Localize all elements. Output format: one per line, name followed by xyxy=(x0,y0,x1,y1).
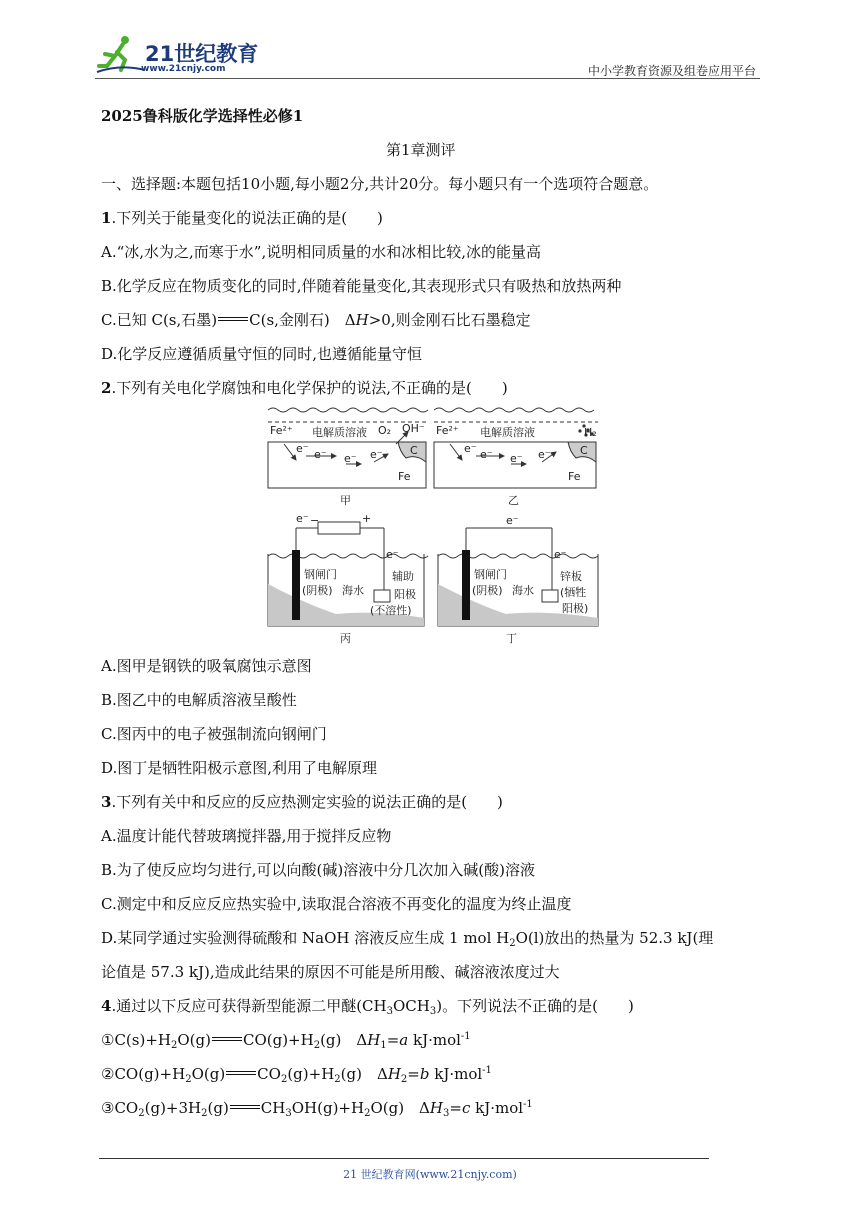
subscript: 2 xyxy=(201,1108,208,1119)
superscript: -1 xyxy=(482,1065,492,1076)
formula-text: CO(g)+H xyxy=(242,1031,314,1049)
q3-option-b: B.为了使反应均匀进行,可以向酸(碱)溶液中分几次加入碱(酸)溶液 xyxy=(101,861,535,879)
subscript: 2 xyxy=(185,1074,192,1085)
formula-text: (g) Δ xyxy=(320,1031,368,1049)
question-text: .下列有关电化学腐蚀和电化学保护的说法,不正确的是( ) xyxy=(111,379,508,397)
panel-ding-label: 丁 xyxy=(506,632,517,645)
option-text: C.已知 C(s,石墨) xyxy=(101,311,218,329)
panel-jia-label: 甲 xyxy=(340,494,351,507)
variable: a xyxy=(399,1031,409,1049)
chapter-text: 第1章测评 xyxy=(386,141,456,159)
equals-sign xyxy=(211,1035,243,1045)
question-text: .下列有关中和反应的反应热测定实验的说法正确的是( ) xyxy=(111,793,503,811)
logo-url: www.21cnjy.com xyxy=(141,64,226,74)
subscript: 2 xyxy=(509,938,516,949)
q3-option-c: C.测定中和反应反应热实验中,读取混合溶液不再变化的温度为终止温度 xyxy=(101,895,572,913)
iron-label: Fe xyxy=(398,470,411,483)
option-text: D.某同学通过实验测得硫酸和 NaOH 溶液反应生成 1 mol H xyxy=(101,929,510,947)
subscript: 1 xyxy=(380,1040,387,1051)
enthalpy-symbol: H xyxy=(355,311,369,329)
formula-text: (g)+H xyxy=(287,1065,335,1083)
panel-bing-label: 丙 xyxy=(340,632,351,645)
formula-text: (g) Δ xyxy=(340,1065,388,1083)
question-number: 2 xyxy=(101,379,112,397)
subscript: 3 xyxy=(429,1006,437,1017)
q3-option-d-cont: 论值是 57.3 kJ),造成此结果的原因不可能是所用酸、碱溶液浓度过大 xyxy=(101,963,560,981)
footer-divider xyxy=(99,1158,709,1159)
sacrificial-label: (牺牲 xyxy=(560,586,587,599)
question-text: )。下列说法不正确的是( ) xyxy=(436,997,634,1015)
formula-text: ③CO xyxy=(101,1099,139,1117)
question-4-stem xyxy=(101,996,634,1016)
question-number: 4 xyxy=(101,997,112,1015)
question-3-stem xyxy=(101,792,503,812)
option-text: O(l)放出的热量为 52.3 kJ(理 xyxy=(515,929,714,947)
q1-option-b: B.化学反应在物质变化的同时,伴随着能量变化,其表现形式只有吸热和放热两种 xyxy=(101,277,622,295)
formula-text: = xyxy=(407,1065,420,1083)
fe2-ion-label: Fe²⁺ xyxy=(436,424,459,437)
electron-label: e⁻ xyxy=(480,448,493,461)
runner-logo-icon xyxy=(95,34,147,74)
q1-option-d: D.化学反应遵循质量守恒的同时,也遵循能量守恒 xyxy=(101,345,423,363)
q3-option-a: A.温度计能代替玻璃搅拌器,用于搅拌反应物 xyxy=(101,827,392,845)
formula-text: = xyxy=(386,1031,400,1049)
page-header xyxy=(95,30,760,80)
q2-option-a: A.图甲是钢铁的吸氧腐蚀示意图 xyxy=(101,657,312,675)
header-divider xyxy=(95,78,760,79)
iron-label: Fe xyxy=(568,470,581,483)
carbon-label: C xyxy=(410,444,418,457)
electron-label: e⁻ xyxy=(538,448,551,461)
electron-label: e⁻ xyxy=(344,452,357,465)
q2-option-c: C.图丙中的电子被强制流向钢闸门 xyxy=(101,725,327,743)
formula-text: OH(g)+H xyxy=(291,1099,365,1117)
electron-label: e⁻ xyxy=(386,548,399,561)
equals-sign xyxy=(225,1069,257,1079)
subscript: 3 xyxy=(285,1108,292,1119)
electron-label: e⁻ xyxy=(296,512,309,525)
formula-text: (g)+3H xyxy=(144,1099,202,1117)
unit-text: kJ·mol xyxy=(429,1065,483,1083)
subscript: 2 xyxy=(280,1074,288,1085)
electron-label: e⁻ xyxy=(554,548,567,561)
superscript: -1 xyxy=(460,1031,471,1042)
superscript: -1 xyxy=(523,1099,533,1110)
formula-text: CO xyxy=(257,1065,281,1083)
corrosion-figure xyxy=(266,404,600,644)
seawater-label: 海水 xyxy=(342,584,364,597)
formula-text: = xyxy=(449,1099,462,1117)
subscript: 2 xyxy=(138,1108,145,1119)
logo-text: 21世纪教育 xyxy=(145,42,259,66)
enthalpy-symbol: H xyxy=(387,1065,401,1083)
insoluble-label: (不溶性) xyxy=(370,604,412,617)
formula-text: (g) xyxy=(207,1099,229,1117)
subscript: 3 xyxy=(386,1006,393,1017)
gate-label: 钢闸门 xyxy=(474,568,507,581)
subscript: 2 xyxy=(313,1040,321,1051)
electron-label: e⁻ xyxy=(506,514,519,527)
subscript: 2 xyxy=(170,1040,178,1051)
electrolyte-label: 电解质溶液 xyxy=(480,426,535,439)
doc-title: 2025鲁科版化学选择性必修1 xyxy=(101,107,304,125)
q1-option-c xyxy=(101,310,531,330)
platform-label: 中小学教育资源及组卷应用平台 xyxy=(587,64,756,78)
electron-label: e⁻ xyxy=(314,448,327,461)
formula-text: ②CO(g)+H xyxy=(101,1065,186,1083)
gate-label: 钢闸门 xyxy=(304,568,337,581)
variable: c xyxy=(461,1099,471,1117)
electrolyte-label: 电解质溶液 xyxy=(312,426,367,439)
sacrificial-anode-label: 阳极) xyxy=(562,602,589,615)
oh-label: OH⁻ xyxy=(402,422,425,435)
electron-label: e⁻ xyxy=(464,442,477,455)
formula-text: O(g) xyxy=(191,1065,226,1083)
subscript: 3 xyxy=(442,1108,450,1119)
enthalpy-symbol: H xyxy=(429,1099,443,1117)
question-text: .下列关于能量变化的说法正确的是( ) xyxy=(111,209,383,227)
unit-text: kJ·mol xyxy=(470,1099,524,1117)
formula-text: O(g) Δ xyxy=(370,1099,430,1117)
q3-option-d xyxy=(101,928,713,948)
formula-text: ①C(s)+H xyxy=(101,1031,171,1049)
option-text: C(s,金刚石) Δ xyxy=(249,311,356,329)
minus-terminal: − xyxy=(310,514,320,527)
q2-option-b: B.图乙中的电解质溶液呈酸性 xyxy=(101,691,297,709)
logo xyxy=(95,34,265,74)
section-heading: 一、选择题:本题包括10小题,每小题2分,共计20分。每小题只有一个选项符合题意。 xyxy=(101,175,659,193)
question-2-stem xyxy=(101,378,508,398)
reaction-1 xyxy=(101,1030,471,1050)
cathode-label: (阴极) xyxy=(302,584,333,597)
panel-yi-label: 乙 xyxy=(508,494,519,507)
formula-text: CH xyxy=(260,1099,286,1117)
h2-label: H₂ xyxy=(584,426,597,439)
zinc-label: 锌板 xyxy=(560,570,582,583)
carbon-label: C xyxy=(580,444,588,457)
fe2-ion-label: Fe²⁺ xyxy=(270,424,293,437)
reaction-2 xyxy=(101,1064,492,1084)
subscript: 2 xyxy=(334,1074,341,1085)
electron-label: e⁻ xyxy=(510,452,523,465)
cathode-label: (阴极) xyxy=(472,584,503,597)
electron-label: e⁻ xyxy=(296,442,309,455)
q1-option-a: A.“冰,水为之,而寒于水”,说明相同质量的水和冰相比较,冰的能量高 xyxy=(101,243,542,261)
subscript: 2 xyxy=(400,1074,408,1085)
q2-option-d: D.图丁是牺牲阳极示意图,利用了电解原理 xyxy=(101,759,378,777)
equals-sign xyxy=(229,1103,261,1113)
o2-label: O₂ xyxy=(378,424,392,437)
reaction-3 xyxy=(101,1098,533,1118)
question-1-stem xyxy=(101,208,383,228)
variable: b xyxy=(419,1065,430,1083)
aux-label: 辅助 xyxy=(392,570,414,583)
unit-text: kJ·mol xyxy=(408,1031,461,1049)
chapter-title xyxy=(386,140,456,160)
question-number: 1 xyxy=(101,209,112,227)
anode-label: 阳极 xyxy=(394,588,416,601)
question-number: 3 xyxy=(101,793,112,811)
formula-text: O(g) xyxy=(177,1031,211,1049)
enthalpy-symbol: H xyxy=(367,1031,381,1049)
seawater-label: 海水 xyxy=(512,584,534,597)
question-text: .通过以下反应可获得新型能源二甲醚(CH xyxy=(111,997,387,1015)
plus-terminal: + xyxy=(362,512,372,525)
equals-sign xyxy=(217,315,249,325)
subscript: 2 xyxy=(364,1108,371,1119)
option-text: >0,则金刚石比石墨稳定 xyxy=(368,311,531,329)
question-text: OCH xyxy=(393,997,430,1015)
footer-text: 21 世纪教育网(www.21cnjy.com) xyxy=(343,1168,517,1181)
electron-label: e⁻ xyxy=(370,448,383,461)
